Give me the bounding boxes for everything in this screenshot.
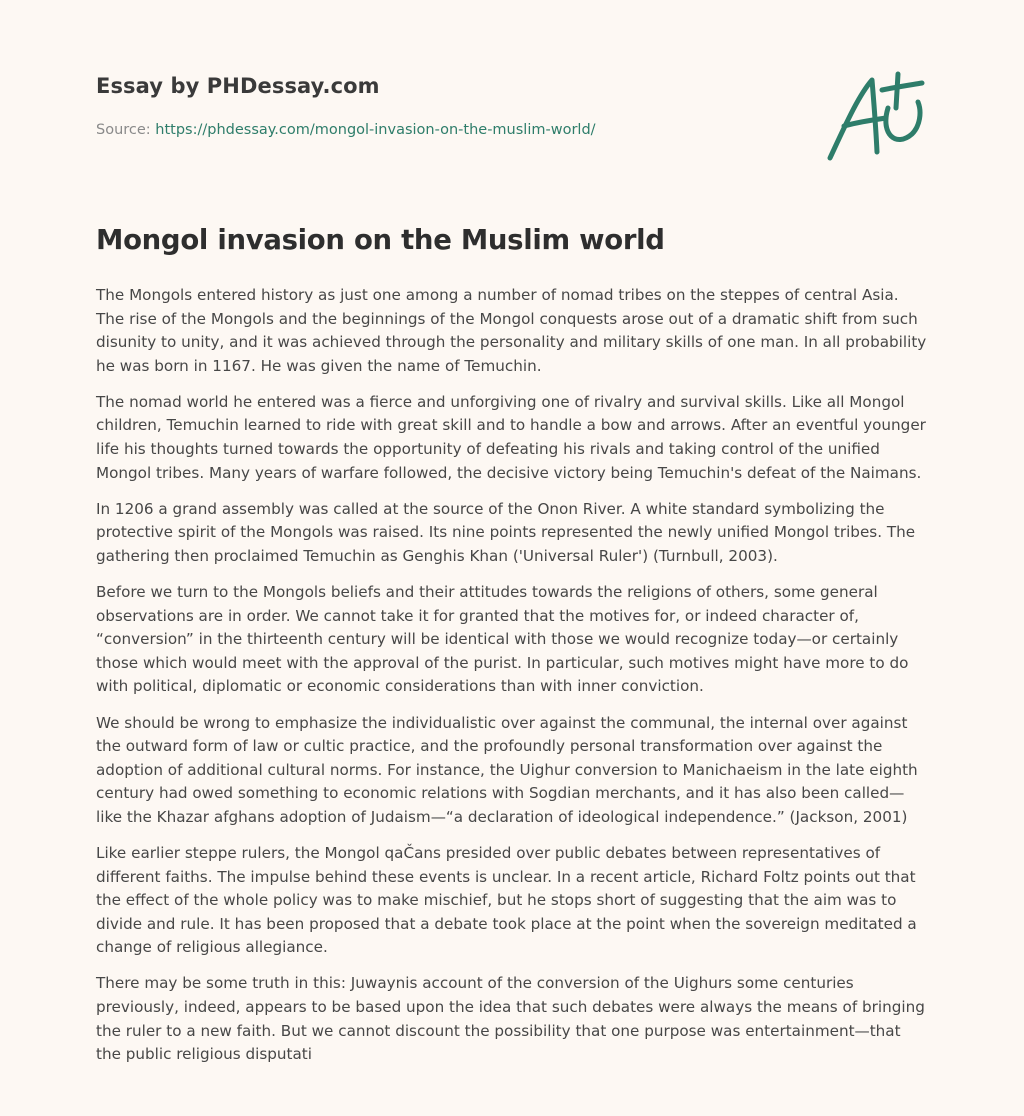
paragraph: The nomad world he entered was a fierce and unforgiving one of rivalry and survival skills. Like all Mongol children, Temuchin learned to ride with great skill and to handle a bow and arrows. After an eventful younger life his thoughts turned towards the opportunity of defeating his rivals and taking control of the unified Mongol tribes. Many years of warfare followed, the decisive victory being Temuchin's defeat of the Naimans. <box>96 392 926 482</box>
article-body <box>96 284 928 1079</box>
paragraph: In 1206 a grand assembly was called at the source of the Onon River. A white standard symbolizing the protective spirit of the Mongols was raised. Its nine points represented the newly unified Mongol tribes. The gathering then proclaimed Temuchin as Genghis Khan ('Universal Ruler') (Turnbull, 2003). <box>96 499 916 565</box>
paragraph: We should be wrong to emphasize the individualistic over against the communal, the internal over against the outward form of law or cultic practice, and the profoundly personal transformation over against the adoption of additional cultural norms. For instance, the Uighur conversion to Manichaeism in the late eighth century had owed something to economic relations with Sogdian merchants, and it has also been called—like the Khazar afghans adoption of Judaism—“a declaration of ideological independence.” (Jackson, 2001) <box>96 713 918 826</box>
paragraph: Like earlier steppe rulers, the Mongol qaČans presided over public debates between representatives of different faiths. The impulse behind these events is unclear. In a recent article, Richard Foltz points out that the effect of the whole policy was to make mischief, but he stops short of suggesting that the aim was to divide and rule. It has been proposed that a debate took place at the point when the sovereign meditated a change of religious allegiance. <box>96 843 917 957</box>
source-label: Source: <box>96 122 151 138</box>
paragraph: The Mongols entered history as just one among a number of nomad tribes on the steppes of central Asia. The rise of the Mongols and the beginnings of the Mongol conquests arose out of a dramatic shift from such disunity to unity, and it was achieved through the personality and military skills of one man. In all probability he was born in 1167. He was given the name of Temuchin. <box>96 286 927 375</box>
source-line <box>96 122 796 138</box>
paragraph: There may be some truth in this: Juwaynis account of the conversion of the Uighurs some centuries previously, indeed, appears to be based upon the idea that such debates were always the means of bringing the ruler to a new faith. But we cannot discount the possibility that one purpose was entertainment—that the public religious disputati <box>96 974 925 1064</box>
paragraph: Before we turn to the Mongols beliefs and their attitudes towards the religions of others, some general observations are in order. We cannot take it for granted that the motives for, or indeed character of, “conversion” in the thirteenth century will be identical with those we would recognize today—or certainly those which would meet with the approval of the purist. In particular, such motives might have more to do with political, diplomatic or economic considerations than with inner conviction. <box>96 583 909 696</box>
article-title: Mongol invasion on the Muslim world <box>96 224 665 256</box>
page-header <box>96 74 796 138</box>
a-plus-logo-icon <box>822 68 932 168</box>
site-brand: Essay by PHDessay.com <box>96 74 380 98</box>
source-link[interactable]: https://phdessay.com/mongol-invasion-on-the-muslim-world/ <box>155 122 596 138</box>
